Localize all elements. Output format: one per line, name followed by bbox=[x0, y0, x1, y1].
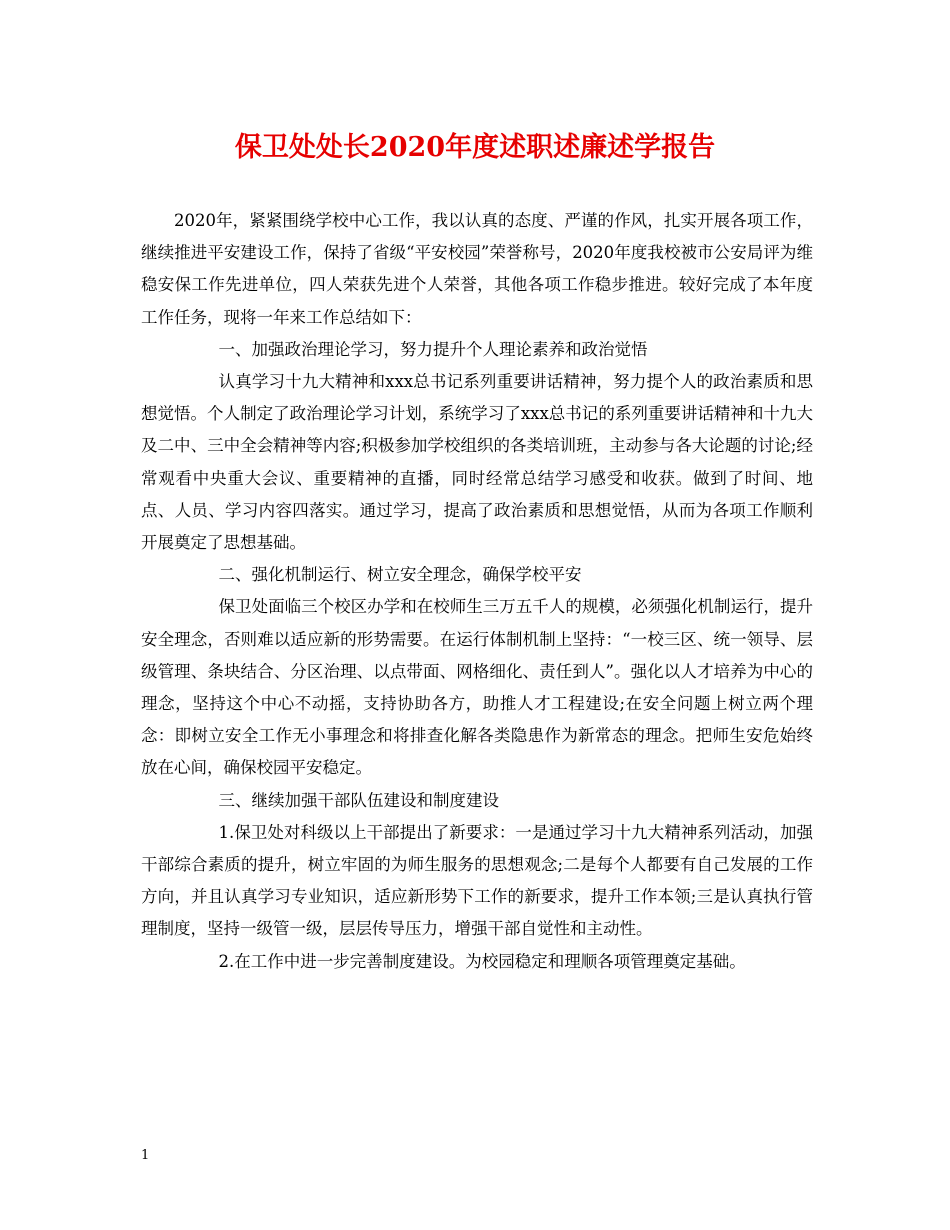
document-body bbox=[141, 205, 813, 978]
paragraph-section-1: 认真学习十九大精神和xxx总书记系列重要讲话精神，努力提个人的政治素质和思想觉悟。个人制定了政治理论学习计划，系统学习了xxx总书记的系列重要讲话精神和十九大及二中、三中全会精神等内容;积极参加学校组织的各类培训班，主动参与各大论题的讨论;经常观看中央重大会议、重要精神的直播，同时经常总结学习感受和收获。做到了时间、地点、人员、学习内容四落实。通过学习，提高了政治素质和思想觉悟，从而为各项工作顺利开展奠定了思想基础。 bbox=[141, 372, 813, 553]
paragraph-intro: 2020年，紧紧围绕学校中心工作，我以认真的态度、严谨的作风，扎实开展各项工作，继续推进平安建设工作，保持了省级“平安校园”荣誉称号，2020年度我校被市公安局评为维稳安保工作先进单位，四人荣获先进个人荣誉，其他各项工作稳步推进。较好完成了本年度工作任务，现将一年来工作总结如下： bbox=[141, 211, 813, 327]
paragraph-section-3-item-1: 1.保卫处对科级以上干部提出了新要求：一是通过学习十九大精神系列活动，加强干部综合素质的提升，树立牢固的为师生服务的思想观念;二是每个人都要有自己发展的工作方向，并且认真学习专业知识，适应新形势下工作的新要求，提升工作本领;三是认真执行管理制度，坚持一级管一级，层层传导压力，增强干部自觉性和主动性。 bbox=[141, 822, 813, 939]
section-heading-1: 一、加强政治理论学习，努力提升个人理论素养和政治觉悟 bbox=[218, 339, 648, 359]
paragraph-section-3-item-2: 2.在工作中进一步完善制度建设。为校园稳定和理顺各项管理奠定基础。 bbox=[218, 951, 746, 971]
page-number: 1 bbox=[141, 1148, 150, 1163]
document-title: 保卫处处长2020年度述职述廉述学报告 bbox=[234, 132, 716, 163]
paragraph-section-2: 保卫处面临三个校区办学和在校师生三万五千人的规模，必须强化机制运行，提升安全理念，否则难以适应新的形势需要。在运行体制机制上坚持：“一校三区、统一领导、层级管理、条块结合、分区治理、以点带面、网格细化、责任到人”。强化以人才培养为中心的理念，坚持这个中心不动摇，支持协助各方，助推人才工程建设;在安全问题上树立两个理念：即树立安全工作无小事理念和将排查化解各类隐患作为新常态的理念。把师生安危始终放在心间，确保校园平安稳定。 bbox=[141, 597, 813, 778]
section-heading-3: 三、继续加强干部队伍建设和制度建设 bbox=[218, 790, 500, 810]
section-heading-2: 二、强化机制运行、树立安全理念，确保学校平安 bbox=[218, 565, 582, 585]
